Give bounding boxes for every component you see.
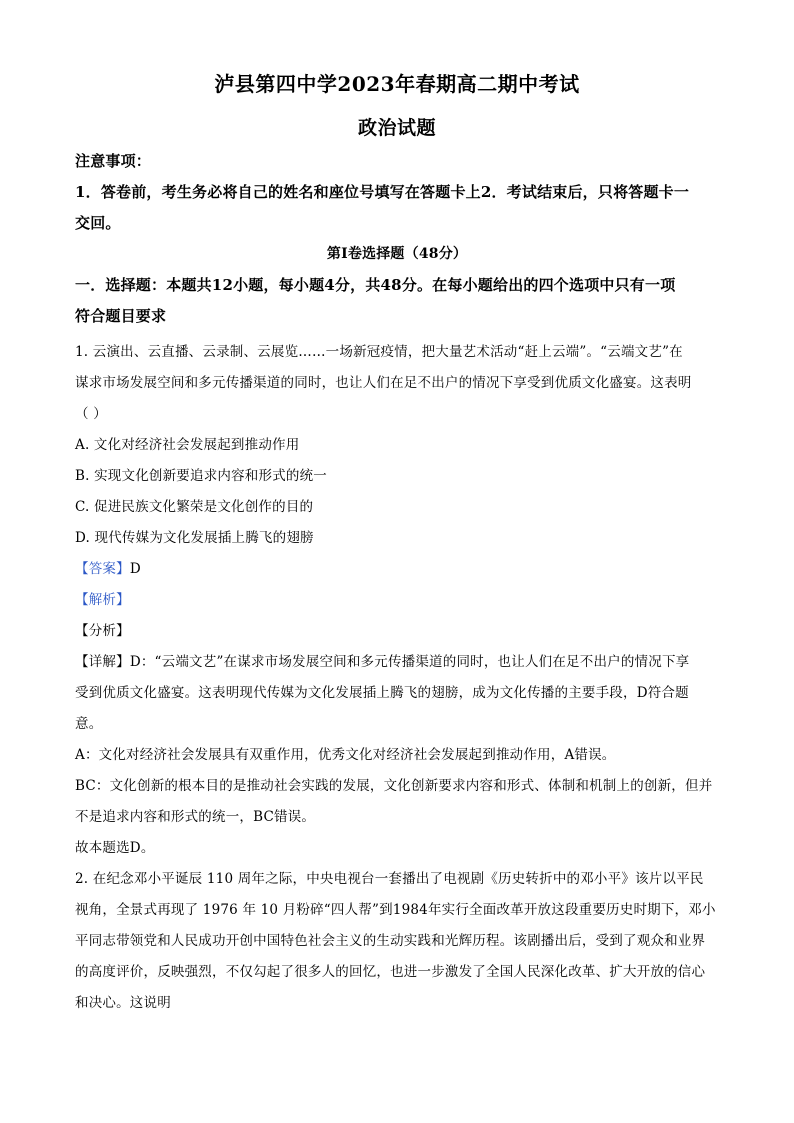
q1-detail-line-2: 受到优质文化盛宴。这表明现代传媒为文化发展插上腾飞的翅膀，成为文化传播的主要手段，D符合题 xyxy=(75,685,689,701)
q1-detail-a: A：文化对经济社会发展具有双重作用，优秀文化对经济社会发展起到推动作用，A错误。 xyxy=(75,747,616,763)
q2-stem-line-1: 2. 在纪念邓小平诞辰 110 周年之际，中央电视台一套播出了电视剧《历史转折中的邓小平》该片以平民 xyxy=(75,871,704,887)
q1-detail-line-1 xyxy=(75,650,725,670)
part-one-line-1: 一．选择题：本题共12小题，每小题4分，共48分。在每小题给出的四个选项中只有一项 xyxy=(75,276,676,294)
q1-option-d: D. 现代传媒为文化发展插上腾飞的翅膀 xyxy=(75,530,314,546)
q2-stem-line-3: 平同志带领党和人民成功开创中国特色社会主义的生动实践和光辉历程。该剧播出后，受到了观众和业界 xyxy=(75,933,706,949)
exam-title: 泸县第四中学2023年春期高二期中考试 xyxy=(214,72,580,96)
q1-answer xyxy=(75,557,725,577)
detail-text-1: D：“云端文艺”在谋求市场发展空间和多元传播渠道的同时，也让人们在足不出户的情况下享 xyxy=(129,654,690,670)
notice-heading: 注意事项： xyxy=(75,152,152,170)
notice-line-2: 交回。 xyxy=(75,214,121,232)
section-title: 第I卷选择题（48分） xyxy=(326,246,468,262)
fenxi-tag: 【分析】 xyxy=(75,623,130,639)
q1-detail-bc-1: BC：文化创新的根本目的是推动社会实践的发展，文化创新要求内容和形式、体制和机制上的创新，但并 xyxy=(75,778,713,794)
q1-option-a: A. 文化对经济社会发展起到推动作用 xyxy=(75,437,300,453)
q1-option-c: C. 促进民族文化繁荣是文化创作的目的 xyxy=(75,499,314,515)
analysis-tag: 【解析】 xyxy=(75,592,130,608)
answer-value: D xyxy=(129,561,141,577)
detail-tag: 【详解】 xyxy=(75,654,130,670)
q1-conclusion: 故本题选D。 xyxy=(75,840,155,856)
q2-stem-line-4: 的高度评价，反映强烈，不仅勾起了很多人的回忆，也进一步激发了全国人民深化改革、扩大开放的信心 xyxy=(75,964,706,980)
q1-stem-line-1: 1. 云演出、云直播、云录制、云展览……一场新冠疫情，把大量艺术活动“赶上云端”。“云端文艺”在 xyxy=(75,344,683,360)
q2-stem-line-2: 视角，全景式再现了 1976 年 10 月粉碎“四人帮”到1984年实行全面改革开放这段重要历史时期下，邓小 xyxy=(75,902,716,918)
q2-stem-line-5: 和决心。这说明 xyxy=(75,995,171,1011)
q1-option-b: B. 实现文化创新要追求内容和形式的统一 xyxy=(75,468,328,484)
exam-subtitle: 政治试题 xyxy=(357,117,436,139)
part-one-line-2: 符合题目要求 xyxy=(75,307,167,325)
answer-tag: 【答案】 xyxy=(75,561,130,577)
q1-stem-line-2: 谋求市场发展空间和多元传播渠道的同时，也让人们在足不出户的情况下享受到优质文化盛宴。这表明 xyxy=(75,375,692,391)
q1-detail-line-3: 意。 xyxy=(75,716,103,732)
notice-line-1: 1．答卷前，考生务必将自己的姓名和座位号填写在答题卡上2．考试结束后，只将答题卡一 xyxy=(75,183,690,201)
q1-detail-bc-2: 不是追求内容和形式的统一，BC错误。 xyxy=(75,809,316,825)
q1-answer-paren: （ ） xyxy=(75,406,107,422)
